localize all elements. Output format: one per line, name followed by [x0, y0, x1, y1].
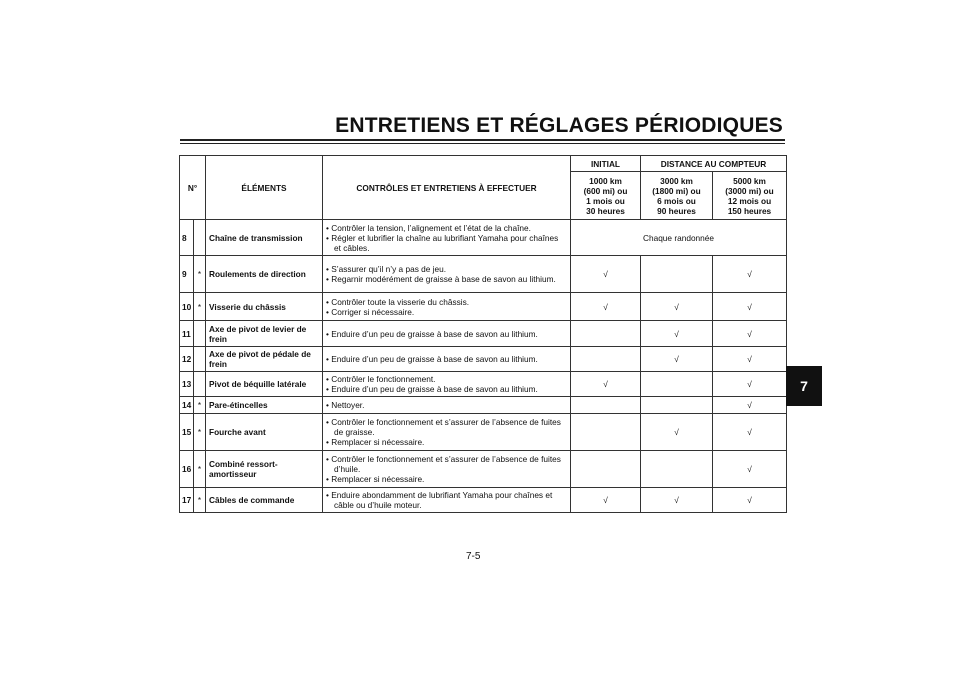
row-controls	[323, 321, 571, 347]
row-number: 15	[180, 414, 194, 451]
table-row	[180, 256, 787, 293]
header-elements: ÉLÉMENTS	[206, 156, 323, 220]
table-row	[180, 347, 787, 372]
check-cell: √	[571, 488, 641, 513]
row-number: 10	[180, 293, 194, 321]
control-item: • Regarnir modérément de graisse à base de savon au lithium.	[326, 274, 567, 284]
check-cell: √	[641, 293, 713, 321]
check-cell: √	[571, 256, 641, 293]
check-cell	[571, 347, 641, 372]
row-number: 17	[180, 488, 194, 513]
row-controls	[323, 293, 571, 321]
check-cell	[641, 372, 713, 397]
row-element: Câbles de commande	[206, 488, 323, 513]
header-distance: DISTANCE AU COMPTEUR	[641, 156, 787, 172]
control-item: • Contrôler toute la visserie du châssis.	[326, 297, 567, 307]
row-element: Pare-étincelles	[206, 397, 323, 414]
table-row	[180, 451, 787, 488]
control-item: • Enduire abondamment de lubrifiant Yamaha pour chaînes et câble ou d’huile moteur.	[326, 490, 567, 510]
check-cell: √	[713, 397, 787, 414]
control-item: • Régler et lubrifier la chaîne au lubrifiant Yamaha pour chaînes et câbles.	[326, 233, 567, 253]
row-element: Pivot de béquille latérale	[206, 372, 323, 397]
row-interval-span: Chaque randonnée	[571, 220, 787, 256]
title-rule-thin	[180, 143, 785, 144]
row-star: *	[194, 397, 206, 414]
row-star	[194, 321, 206, 347]
row-number: 16	[180, 451, 194, 488]
row-star	[194, 372, 206, 397]
control-item: • Contrôler le fonctionnement et s’assurer de l’absence de fuites d’huile.	[326, 454, 567, 474]
row-controls	[323, 347, 571, 372]
row-controls	[323, 372, 571, 397]
header-1000km: 1000 km (600 mi) ou 1 mois ou 30 heures	[571, 172, 641, 220]
row-star: *	[194, 451, 206, 488]
row-star	[194, 347, 206, 372]
row-star: *	[194, 414, 206, 451]
row-element: Combiné ressort-amortisseur	[206, 451, 323, 488]
header-5000km: 5000 km (3000 mi) ou 12 mois ou 150 heures	[713, 172, 787, 220]
table-row	[180, 293, 787, 321]
control-item: • Nettoyer.	[326, 400, 567, 410]
maintenance-table	[179, 155, 787, 513]
control-item: • Remplacer si nécessaire.	[326, 437, 567, 447]
control-item: • Remplacer si nécessaire.	[326, 474, 567, 484]
control-item: • Enduire d’un peu de graisse à base de savon au lithium.	[326, 384, 567, 394]
check-cell: √	[713, 372, 787, 397]
row-number: 14	[180, 397, 194, 414]
check-cell: √	[571, 372, 641, 397]
check-cell	[641, 256, 713, 293]
table-row	[180, 321, 787, 347]
title-rule	[180, 139, 785, 141]
check-cell: √	[713, 451, 787, 488]
page-number: 7-5	[466, 551, 481, 562]
header-3000km: 3000 km (1800 mi) ou 6 mois ou 90 heures	[641, 172, 713, 220]
row-element: Axe de pivot de levier de frein	[206, 321, 323, 347]
check-cell: √	[713, 321, 787, 347]
control-item: • Corriger si nécessaire.	[326, 307, 567, 317]
row-element: Roulements de direction	[206, 256, 323, 293]
row-element: Visserie du châssis	[206, 293, 323, 321]
check-cell: √	[641, 414, 713, 451]
row-number: 9	[180, 256, 194, 293]
table-row	[180, 220, 787, 256]
row-element: Axe de pivot de pédale de frein	[206, 347, 323, 372]
row-controls	[323, 397, 571, 414]
table-row	[180, 397, 787, 414]
header-no: N°	[180, 156, 206, 220]
check-cell	[571, 397, 641, 414]
table-row	[180, 372, 787, 397]
row-number: 12	[180, 347, 194, 372]
check-cell	[571, 451, 641, 488]
check-cell: √	[713, 488, 787, 513]
check-cell	[571, 414, 641, 451]
row-element: Fourche avant	[206, 414, 323, 451]
check-cell: √	[713, 256, 787, 293]
check-cell	[571, 321, 641, 347]
check-cell	[641, 451, 713, 488]
page-title: ENTRETIENS ET RÉGLAGES PÉRIODIQUES	[335, 114, 783, 137]
control-item: • Enduire d’un peu de graisse à base de savon au lithium.	[326, 329, 567, 339]
control-item: • Contrôler le fonctionnement.	[326, 374, 567, 384]
check-cell: √	[641, 488, 713, 513]
row-number: 13	[180, 372, 194, 397]
table-row	[180, 414, 787, 451]
check-cell: √	[713, 347, 787, 372]
control-item: • Contrôler la tension, l’alignement et l’état de la chaîne.	[326, 223, 567, 233]
row-star: *	[194, 256, 206, 293]
check-cell	[641, 397, 713, 414]
check-cell: √	[641, 347, 713, 372]
row-controls	[323, 414, 571, 451]
row-star: *	[194, 488, 206, 513]
row-controls	[323, 451, 571, 488]
row-element: Chaîne de transmission	[206, 220, 323, 256]
check-cell: √	[571, 293, 641, 321]
header-initial: INITIAL	[571, 156, 641, 172]
check-cell: √	[641, 321, 713, 347]
row-star	[194, 220, 206, 256]
control-item: • S’assurer qu’il n’y a pas de jeu.	[326, 264, 567, 274]
header-controls: CONTRÔLES ET ENTRETIENS À EFFECTUER	[323, 156, 571, 220]
control-item: • Enduire d’un peu de graisse à base de savon au lithium.	[326, 354, 567, 364]
row-number: 11	[180, 321, 194, 347]
control-item: • Contrôler le fonctionnement et s’assurer de l’absence de fuites de graisse.	[326, 417, 567, 437]
check-cell: √	[713, 293, 787, 321]
row-star: *	[194, 293, 206, 321]
row-controls	[323, 220, 571, 256]
row-controls	[323, 488, 571, 513]
table-row	[180, 488, 787, 513]
row-number: 8	[180, 220, 194, 256]
row-controls	[323, 256, 571, 293]
check-cell: √	[713, 414, 787, 451]
chapter-tab: 7	[786, 366, 822, 406]
